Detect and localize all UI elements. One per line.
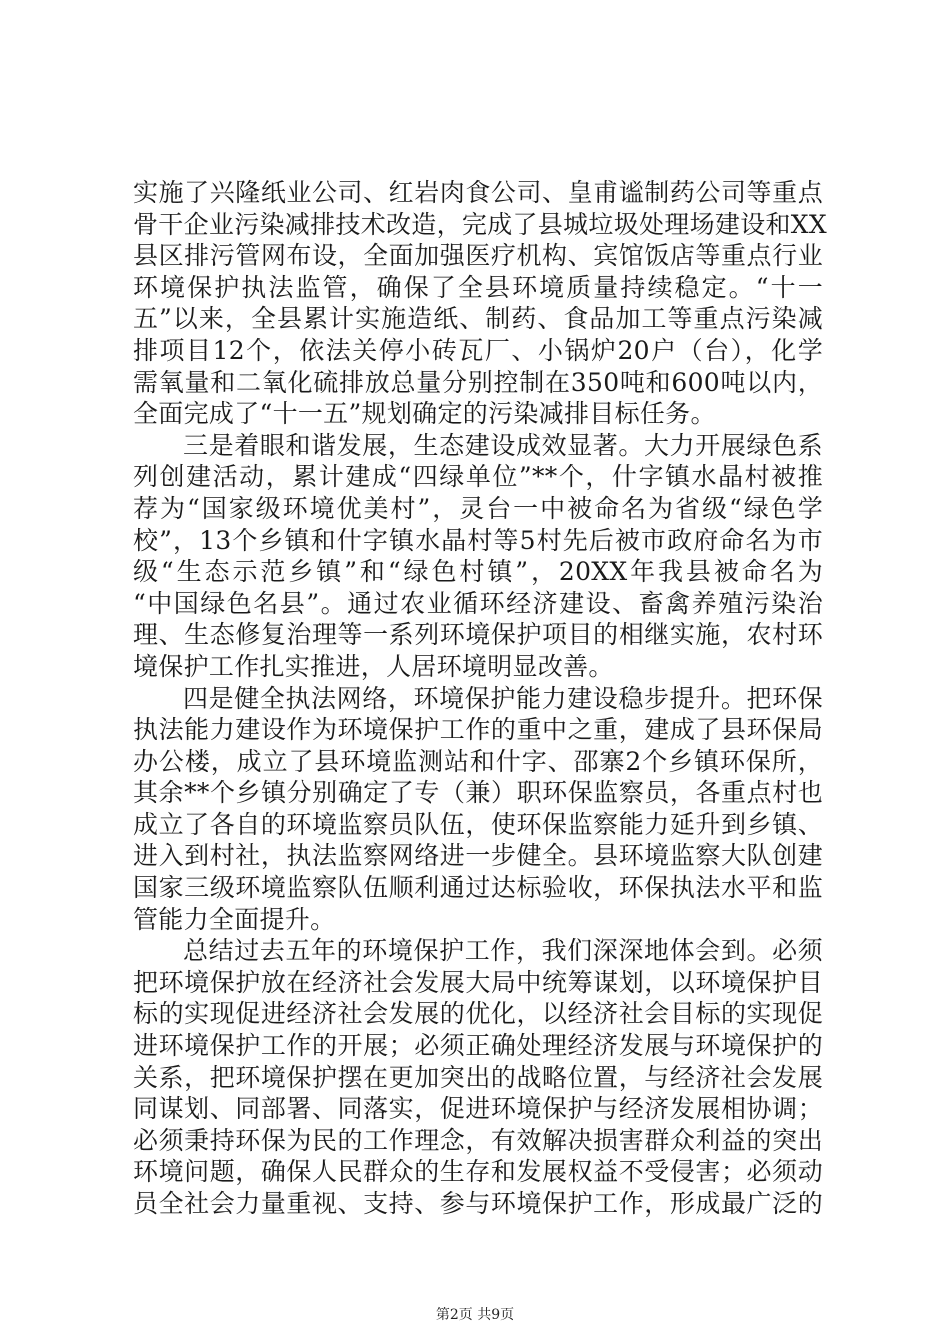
text-line: 进入到村社，执法监察网络进一步健全。县环境监察大队创建 [133,841,823,871]
text-line: 国家三级环境监察队伍顺利通过达标验收，环保执法水平和监 [133,873,823,903]
text-line: 办公楼，成立了县环境监测站和什字、邵寨2个乡镇环保所， [133,746,823,776]
text-line: 环境保护执法监管，确保了全县环境质量持续稳定。“十一 [133,272,823,302]
text-line: 三是着眼和谐发展，生态建设成效显著。大力开展绿色系 [183,430,823,460]
text-line: 环境问题，确保人民群众的生存和发展权益不受侵害；必须动 [133,1157,823,1187]
text-line: 县区排污管网布设，全面加强医疗机构、宾馆饭店等重点行业 [133,241,823,271]
text-line: 把环境保护放在经济社会发展大局中统筹谋划，以环境保护目 [133,967,823,997]
text-line: 校”，13个乡镇和什字镇水晶村等5村先后被市政府命名为市 [133,525,823,555]
text-line: 其余**个乡镇分别确定了专（兼）职环保监察员，各重点村也 [133,778,823,808]
text-line: 管能力全面提升。 [133,904,336,934]
text-line: 荐为“国家级环境优美村”，灵台一中被命名为省级“绿色学 [133,493,823,523]
text-line: 四是健全执法网络，环境保护能力建设稳步提升。把环保 [183,683,823,713]
text-line: 员全社会力量重视、支持、参与环境保护工作，形成最广泛的 [133,1189,823,1218]
text-line: 需氧量和二氧化硫排放总量分别控制在350吨和600吨以内， [133,367,823,397]
text-line: 实施了兴隆纸业公司、红岩肉食公司、皇甫谧制药公司等重点 [133,178,823,207]
text-line: 标的实现促进经济社会发展的优化，以经济社会目标的实现促 [133,999,823,1029]
text-line: 成立了各自的环境监察员队伍，使环保监察能力延升到乡镇、 [133,809,823,839]
paragraph [133,935,823,1219]
text-line: 必须秉持环保为民的工作理念，有效解决损害群众利益的突出 [133,1125,823,1155]
text-line: 排项目12个，依法关停小砖瓦厂、小锅炉20户（台），化学 [133,335,823,365]
paragraph [133,177,827,430]
text-line: 五”以来，全县累计实施造纸、制药、食品加工等重点污染减 [133,304,823,334]
text-line: 关系，把环境保护摆在更加突出的战略位置，与经济社会发展 [133,1062,823,1092]
text-line: 境保护工作扎实推进，人居环境明显改善。 [133,651,614,681]
page-footer: 第2页 共9页 [435,1307,515,1323]
paragraph [133,683,823,936]
document-body [133,177,827,1220]
text-line: “中国绿色名县”。通过农业循环经济建设、畜禽养殖污染治 [133,588,823,618]
text-line: 级“生态示范乡镇”和“绿色村镇”，20XX年我县被命名为 [133,557,823,587]
text-line: 骨干企业污染减排技术改造，完成了县城垃圾处理场建设和XX [133,209,827,239]
paragraph [133,430,823,683]
text-line: 全面完成了“十一五”规划确定的污染减排目标任务。 [133,399,716,429]
text-line: 同谋划、同部署、同落实，促进环境保护与经济发展相协调； [133,1094,823,1124]
text-line: 进环境保护工作的开展；必须正确处理经济发展与环境保护的 [133,1031,823,1061]
text-line: 执法能力建设作为环境保护工作的重中之重，建成了县环保局 [133,715,823,745]
text-line: 理、生态修复治理等一系列环境保护项目的相继实施，农村环 [133,620,823,650]
text-line: 总结过去五年的环境保护工作，我们深深地体会到。必须 [183,936,823,966]
text-line: 列创建活动，累计建成“四绿单位”**个，什字镇水晶村被推 [133,462,823,492]
